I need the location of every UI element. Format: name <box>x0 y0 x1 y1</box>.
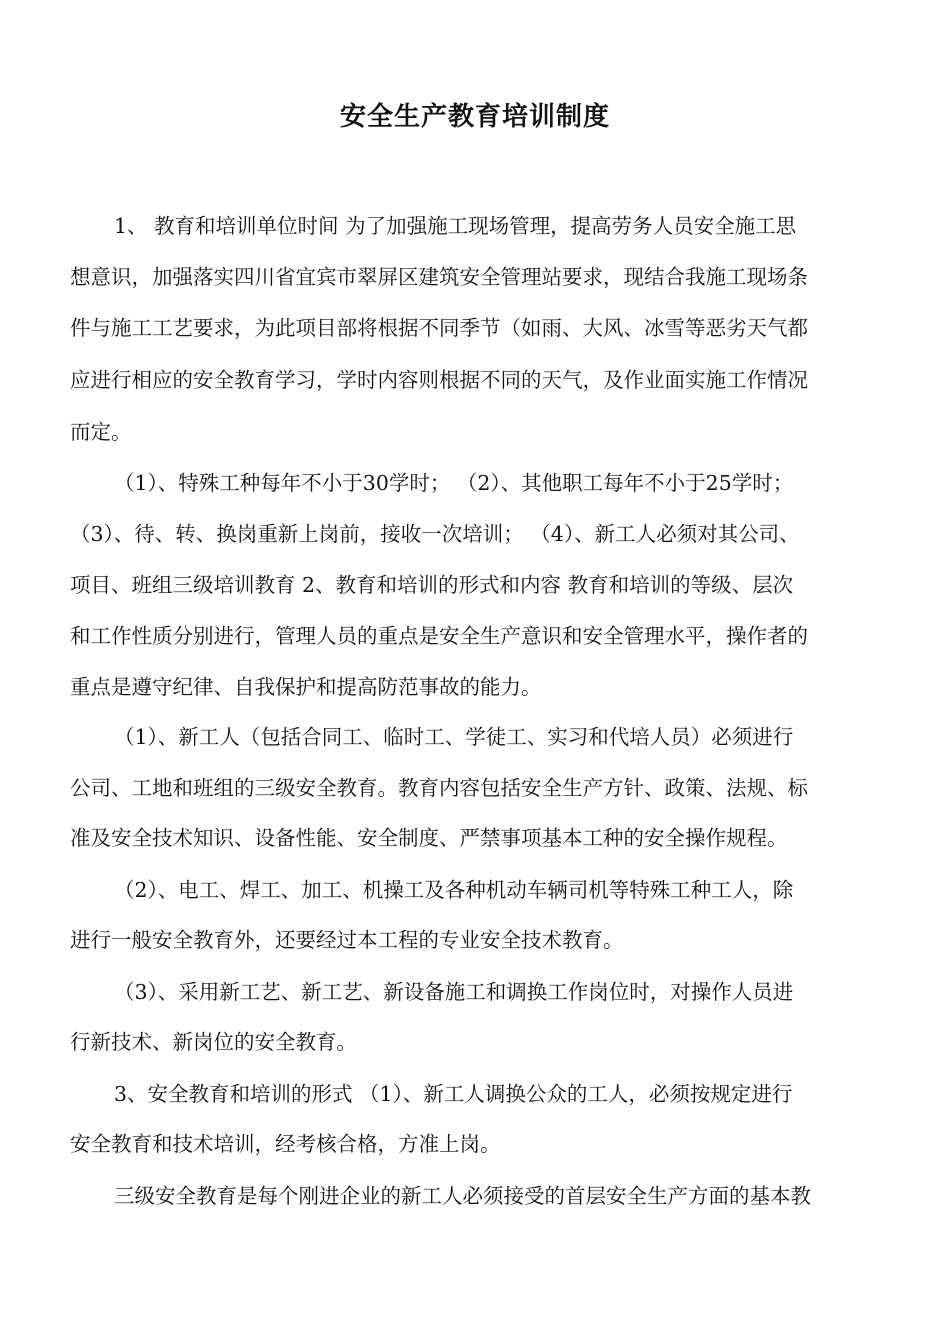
text-line: 安全教育和技术培训，经考核合格，方准上岗。 <box>70 1132 501 1156</box>
text-line: （1）、新工人（包括合同工、临时工、学徒工、实习和代培人员）必须进行 <box>114 725 794 749</box>
text-line: 3、安全教育和培训的形式 （1）、新工人调换公众的工人，必须按规定进行 <box>114 1082 793 1106</box>
text-line: 准及安全技术知识、设备性能、安全制度、严禁事项基本工种的安全操作规程。 <box>70 826 788 850</box>
text-line: 行新技术、新岗位的安全教育。 <box>70 1030 357 1054</box>
text-line: （2）、电工、焊工、加工、机操工及各种机动车辆司机等特殊工种工人，除 <box>114 878 794 902</box>
text-line: （3）、待、转、换岗重新上岗前，接收一次培训； （4）、新工人必须对其公司、 <box>70 522 800 546</box>
text-line: 三级安全教育是每个刚进企业的新工人必须接受的首层安全生产方面的基本教 <box>114 1184 811 1208</box>
text-line: 重点是遵守纪律、自我保护和提高防范事故的能力。 <box>70 675 542 699</box>
text-line: 而定。 <box>70 420 132 444</box>
text-line: 公司、工地和班组的三级安全教育。教育内容包括安全生产方针、政策、法规、标 <box>70 776 808 800</box>
text-line: 应进行相应的安全教育学习，学时内容则根据不同的天气，及作业面实施工作情况 <box>70 368 808 392</box>
text-line: 项目、班组三级培训教育 2、教育和培训的形式和内容 教育和培训的等级、层次 <box>70 573 794 597</box>
text-line: 1、 教育和培训单位时间 为了加强施工现场管理，提高劳务人员安全施工思 <box>114 214 797 238</box>
text-line: 想意识，加强落实四川省宜宾市翠屏区建筑安全管理站要求，现结合我施工现场条 <box>70 265 808 289</box>
text-line: （1）、特殊工种每年不小于30学时； （2）、其他职工每年不小于25学时； <box>114 471 794 495</box>
text-line: （3）、采用新工艺、新工艺、新设备施工和调换工作岗位时，对操作人员进 <box>114 980 794 1004</box>
text-line: 和工作性质分别进行，管理人员的重点是安全生产意识和安全管理水平，操作者的 <box>70 624 808 648</box>
text-line: 件与施工工艺要求，为此项目部将根据不同季节（如雨、大风、冰雪等恶劣天气都 <box>70 316 808 340</box>
document-title: 安全生产教育培训制度 <box>339 102 610 132</box>
text-line: 进行一般安全教育外，还要经过本工程的专业安全技术教育。 <box>70 928 624 952</box>
